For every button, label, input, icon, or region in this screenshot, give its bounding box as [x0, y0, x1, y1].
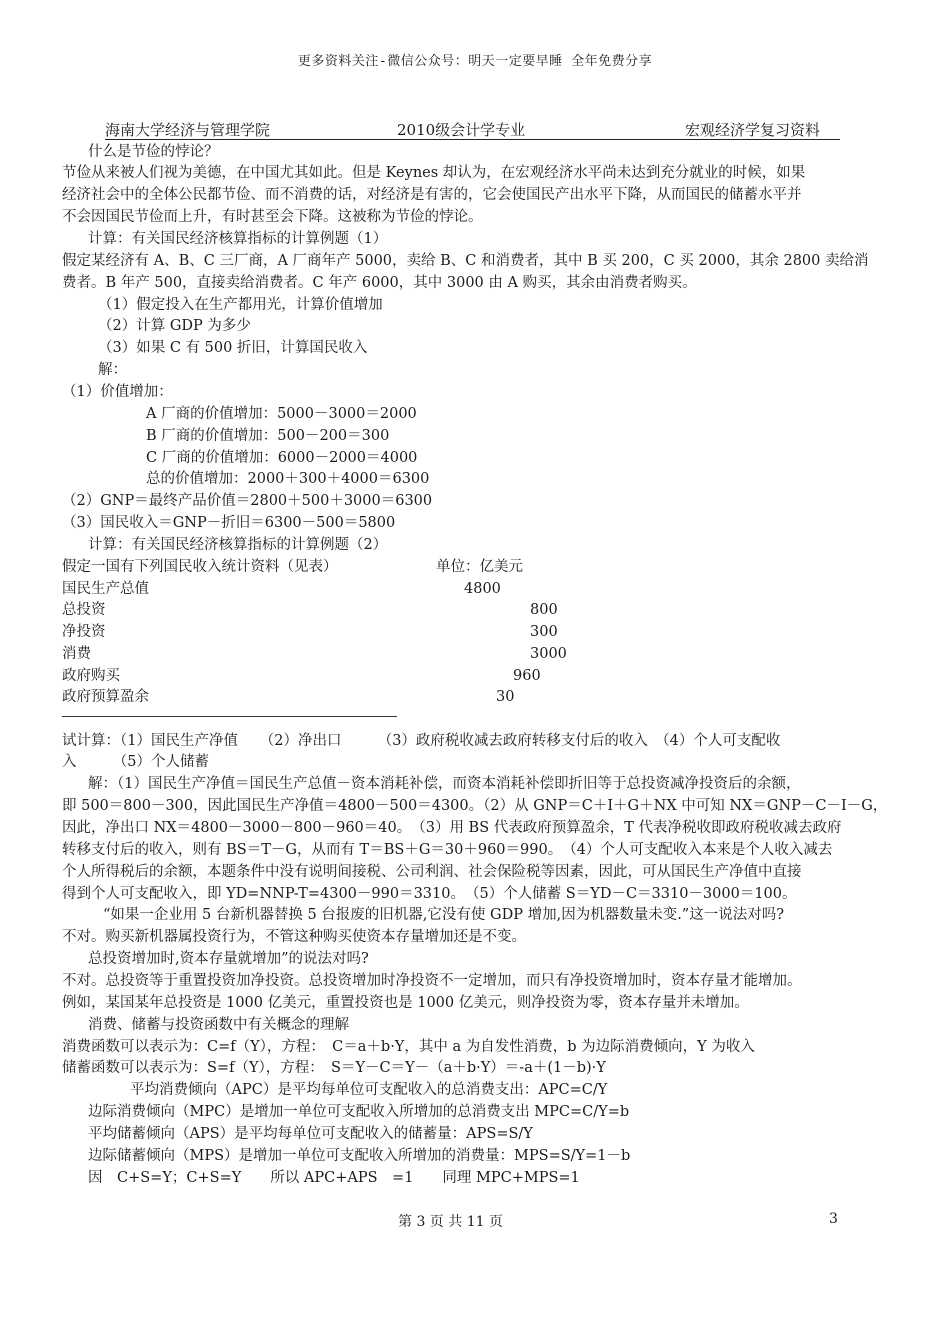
solution-line: 个人所得税后的余额，本题条件中没有说明间接税、公司利润、社会保险税等因素，因此，可从国民生产净值中直接	[62, 864, 802, 880]
solution-line: （2）GNP＝最终产品价值＝2800＋500＋3000＝6300	[62, 493, 433, 509]
solution-line: A 厂商的价值增加：5000－3000＝2000	[146, 406, 417, 422]
question-line: 试计算：（1）国民生产净值 （2）净出口 （3）政府税收减去政府转移支付后的收入 （4）个人可支配收	[62, 733, 781, 749]
header-school: 海南大学经济与管理学院	[105, 121, 271, 139]
solution-line: 解：（1）国民生产净值＝国民生产总值－资本消耗补偿，而资本消耗补偿即折旧等于总投资减净投资后的余额，	[88, 776, 801, 792]
table-row-value: 3000	[530, 646, 567, 662]
solution-line: B 厂商的价值增加：500－200＝300	[146, 428, 390, 444]
table-row-label: 消费	[62, 646, 91, 662]
table-row-label: 政府预算盈余	[62, 689, 149, 705]
answer-line: 不对。购买新机器属投资行为，不管这种购买使资本存量增加还是不变。	[62, 929, 526, 945]
definition-line: 边际消费倾向（MPC）是增加一单位可支配收入所增加的总消费支出 MPC=C/Y=b	[88, 1104, 630, 1120]
promo-note: 更多资料关注-微信公众号：明天一定要早睡 全年免费分享	[297, 54, 653, 69]
header-title: 宏观经济学复习资料	[685, 121, 821, 139]
table-row-value: 960	[513, 668, 541, 684]
formula-line: 储蓄函数可以表示为：S=f（Y），方程： S＝Y－C＝Y－（a＋b·Y）＝-a＋(1－b)·Y	[62, 1060, 606, 1076]
table-row-value: 800	[530, 602, 558, 618]
table-row-value: 300	[530, 624, 558, 640]
question-line: 入 （5）个人储蓄	[62, 754, 209, 770]
question-item: （3）如果 C 有 500 折旧，计算国民收入	[98, 340, 368, 356]
paragraph-line: 不会因国民节俭而上升，有时甚至会下降。这被称为节俭的悖论。	[62, 209, 483, 225]
solution-line: C 厂商的价值增加：6000－2000＝4000	[146, 450, 418, 466]
definition-line: 边际储蓄倾向（MPS）是增加一单位可支配收入所增加的消费量：MPS=S/Y=1－b	[88, 1148, 631, 1164]
solution-line: 转移支付后的收入，则有 BS＝T－G，从而有 T＝BS＋G＝30＋960＝990。 （4）个人可支配收入本来是个人收入减去	[62, 842, 833, 858]
solution-line: 因此，净出口 NX＝4800－3000－800－960＝40。 （3）用 BS 代表政府预算盈余，T 代表净税收即政府税收减去政府	[62, 820, 842, 836]
table-row-label: 净投资	[62, 624, 106, 640]
answer-line: 例如，某国某年总投资是 1000 亿美元，重置投资也是 1000 亿美元，则净投资为零，资本存量并未增加。	[62, 995, 749, 1011]
formula-line: 消费函数可以表示为：C=f（Y），方程： C＝a＋b·Y，其中 a 为自发性消费，b 为边际消费倾向，Y 为收入	[62, 1039, 755, 1055]
page-footer: 第 3 页 共 11 页	[398, 1214, 503, 1230]
header-major: 2010级会计学专业	[397, 121, 526, 139]
definition-line: 因 C+S=Y；C+S=Y 所以 APC+APS =1 同理 MPC+MPS=1	[88, 1170, 580, 1186]
paragraph-line: 经济社会中的全体公民都节俭、而不消费的话，对经济是有害的，它会使国民产出水平下降，从而国民的储蓄水平并	[62, 187, 802, 203]
question-heading: “如果一企业用 5 台新机器替换 5 台报废的旧机器,它没有使 GDP 增加,因为机器数量未变.”这一说法对吗?	[103, 907, 784, 923]
definition-line: 平均消费倾向（APC）是平均每单位可支配收入的总消费支出：APC=C/Y	[130, 1082, 608, 1098]
unit-label: 单位：亿美元	[436, 559, 523, 575]
table-row-value: 4800	[464, 581, 501, 597]
separator-line	[62, 716, 397, 717]
page-number: 3	[829, 1211, 838, 1227]
solution-line: （3）国民收入＝GNP－折旧＝6300－500＝5800	[62, 515, 396, 531]
paragraph-line: 假定某经济有 A、B、C 三厂商，A 厂商年产 5000，卖给 B、C 和消费者，其中 B 买 200，C 买 2000，其余 2800 卖给消	[62, 253, 869, 269]
answer-line: 不对。总投资等于重置投资加净投资。总投资增加时净投资不一定增加，而只有净投资增加时，资本存量才能增加。	[62, 973, 802, 989]
paragraph-line: 费者。B 年产 500，直接卖给消费者。C 年产 6000，其中 3000 由 A 购买，其余由消费者购买。	[62, 275, 697, 291]
question-heading: 什么是节俭的悖论？	[88, 144, 219, 160]
table-row-label: 国民生产总值	[62, 581, 149, 597]
solution-line: 总的价值增加：2000＋300＋4000＝6300	[146, 471, 430, 487]
solution-line: （1）价值增加：	[62, 384, 173, 400]
solution-label: 解：	[98, 362, 127, 378]
solution-line: 即 500＝800－300，因此国民生产净值＝4800－500＝4300。（2）从 GNP＝C＋I＋G＋NX 中可知 NX＝GNP－C－I－G，	[62, 798, 888, 814]
paragraph-line: 节俭从来被人们视为美德，在中国尤其如此。但是 Keynes 却认为，在宏观经济水平尚未达到充分就业的时候，如果	[62, 165, 806, 181]
table-row-label: 总投资	[62, 602, 106, 618]
question-item: （1）假定投入在生产都用光，计算价值增加	[98, 297, 383, 313]
table-row-label: 政府购买	[62, 668, 120, 684]
paragraph-line: 假定一国有下列国民收入统计资料（见表）	[62, 559, 338, 575]
page-header	[105, 119, 840, 140]
section-heading: 消费、储蓄与投资函数中有关概念的理解	[88, 1017, 349, 1033]
section-heading: 计算：有关国民经济核算指标的计算例题（2）	[88, 537, 388, 553]
definition-line: 平均储蓄倾向（APS）是平均每单位可支配收入的储蓄量：APS=S/Y	[88, 1126, 533, 1142]
table-row-value: 30	[496, 689, 515, 705]
solution-line: 得到个人可支配收入，即 YD=NNP-T=4300－990＝3310。 （5）个人储蓄 S＝YD－C＝3310－3000＝100。	[62, 886, 797, 902]
section-heading: 计算：有关国民经济核算指标的计算例题（1）	[88, 231, 388, 247]
question-heading: 总投资增加时,资本存量就增加”的说法对吗?	[88, 951, 369, 967]
question-item: （2）计算 GDP 为多少	[98, 318, 251, 334]
